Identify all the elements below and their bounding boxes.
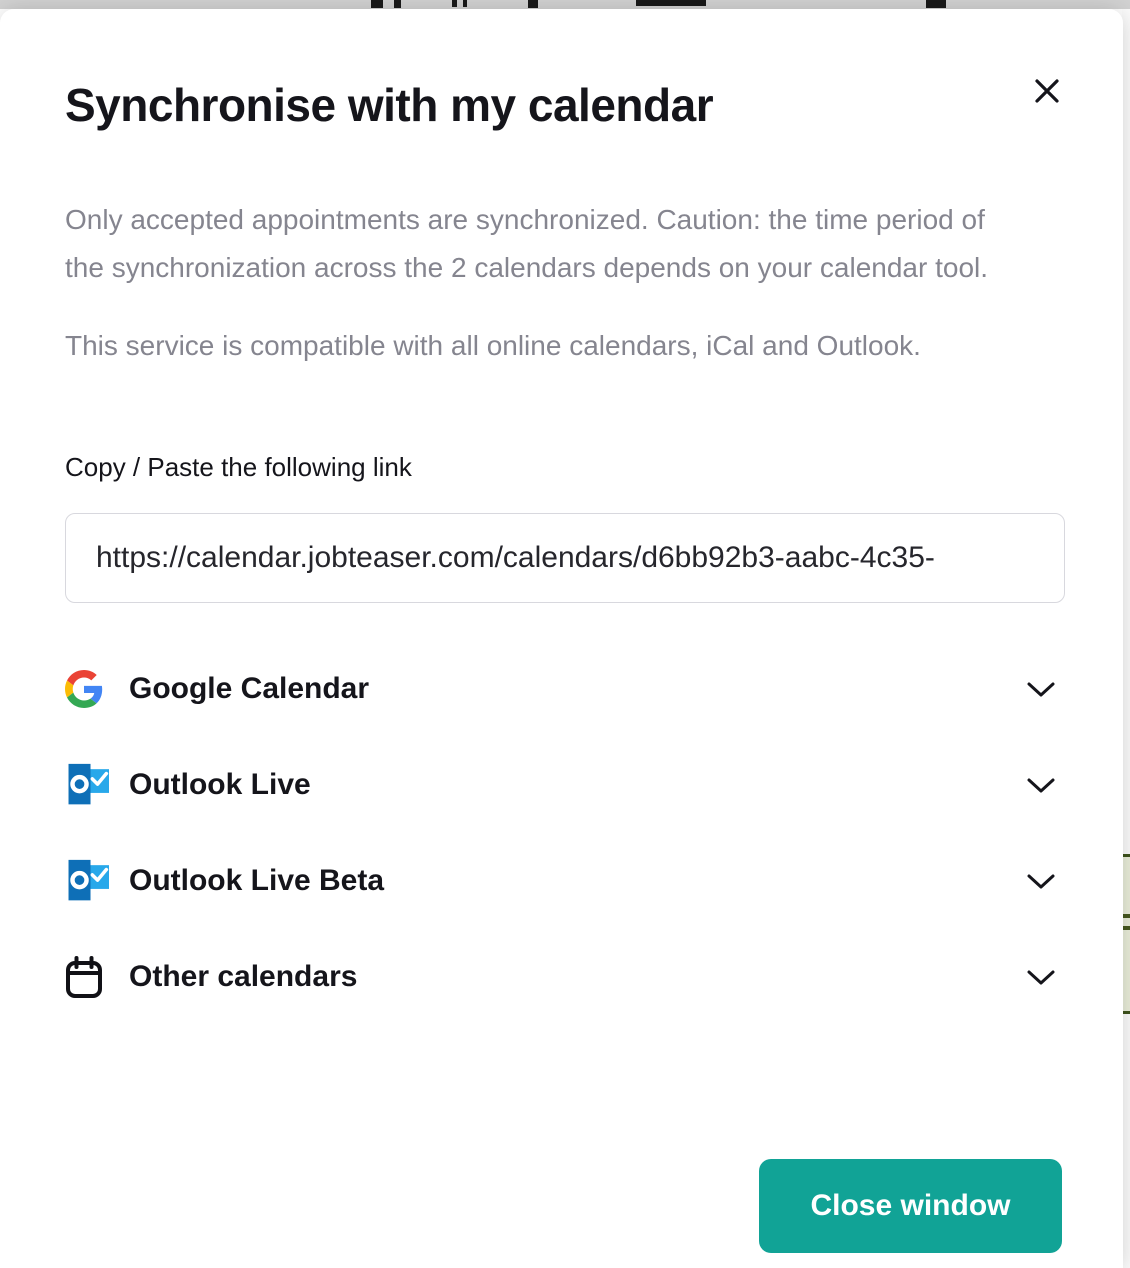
- partial-glyph: [463, 0, 467, 7]
- provider-row-other-calendars[interactable]: [65, 947, 1058, 1007]
- chevron-down-icon[interactable]: [1026, 681, 1056, 698]
- partial-glyph: [371, 0, 383, 8]
- chevron-down-icon[interactable]: [1026, 873, 1056, 890]
- background-page-edge: [1122, 9, 1130, 1268]
- close-icon[interactable]: [1029, 73, 1065, 109]
- partial-glyph: [394, 0, 401, 8]
- partial-glyph: [926, 0, 946, 8]
- background-green-panel: [1122, 854, 1130, 1014]
- outlook-logo-icon: [65, 857, 109, 905]
- google-logo-icon: [65, 665, 109, 713]
- provider-label: Outlook Live: [129, 768, 311, 801]
- calendar-icon: [65, 953, 109, 1001]
- background-green-mark: [1122, 926, 1130, 930]
- chevron-down-icon[interactable]: [1026, 777, 1056, 794]
- copy-link-label: Copy / Paste the following link: [65, 452, 412, 482]
- modal-footer: [0, 1159, 1123, 1253]
- provider-row-outlook-live[interactable]: [65, 755, 1058, 815]
- chevron-down-icon[interactable]: [1026, 969, 1056, 986]
- provider-label: Other calendars: [129, 960, 358, 993]
- modal-title: Synchronise with my calendar: [65, 79, 714, 131]
- sync-calendar-modal: [0, 9, 1123, 1268]
- provider-list: [65, 659, 1058, 1007]
- provider-row-google-calendar[interactable]: [65, 659, 1058, 719]
- background-green-mark: [1122, 914, 1130, 918]
- background-page-strip: [0, 0, 1130, 9]
- calendar-link-input[interactable]: [65, 513, 1065, 603]
- description-paragraph: Only accepted appointments are synchronized. Caution: the time period of the synchronization across the 2 calendars depends on your calendar tool.: [65, 204, 989, 283]
- description-paragraph: This service is compatible with all online calendars, iCal and Outlook.: [65, 330, 921, 361]
- partial-glyph: [528, 0, 538, 8]
- provider-label: Outlook Live Beta: [129, 864, 385, 897]
- modal-description: [65, 196, 1025, 370]
- provider-row-outlook-live-beta[interactable]: [65, 851, 1058, 911]
- close-x-glyph: [1034, 78, 1060, 104]
- close-window-button[interactable]: Close window: [759, 1159, 1062, 1253]
- outlook-logo-icon: [65, 761, 109, 809]
- partial-glyph: [452, 0, 457, 7]
- provider-label: Google Calendar: [129, 672, 370, 705]
- partial-glyph: [636, 0, 706, 6]
